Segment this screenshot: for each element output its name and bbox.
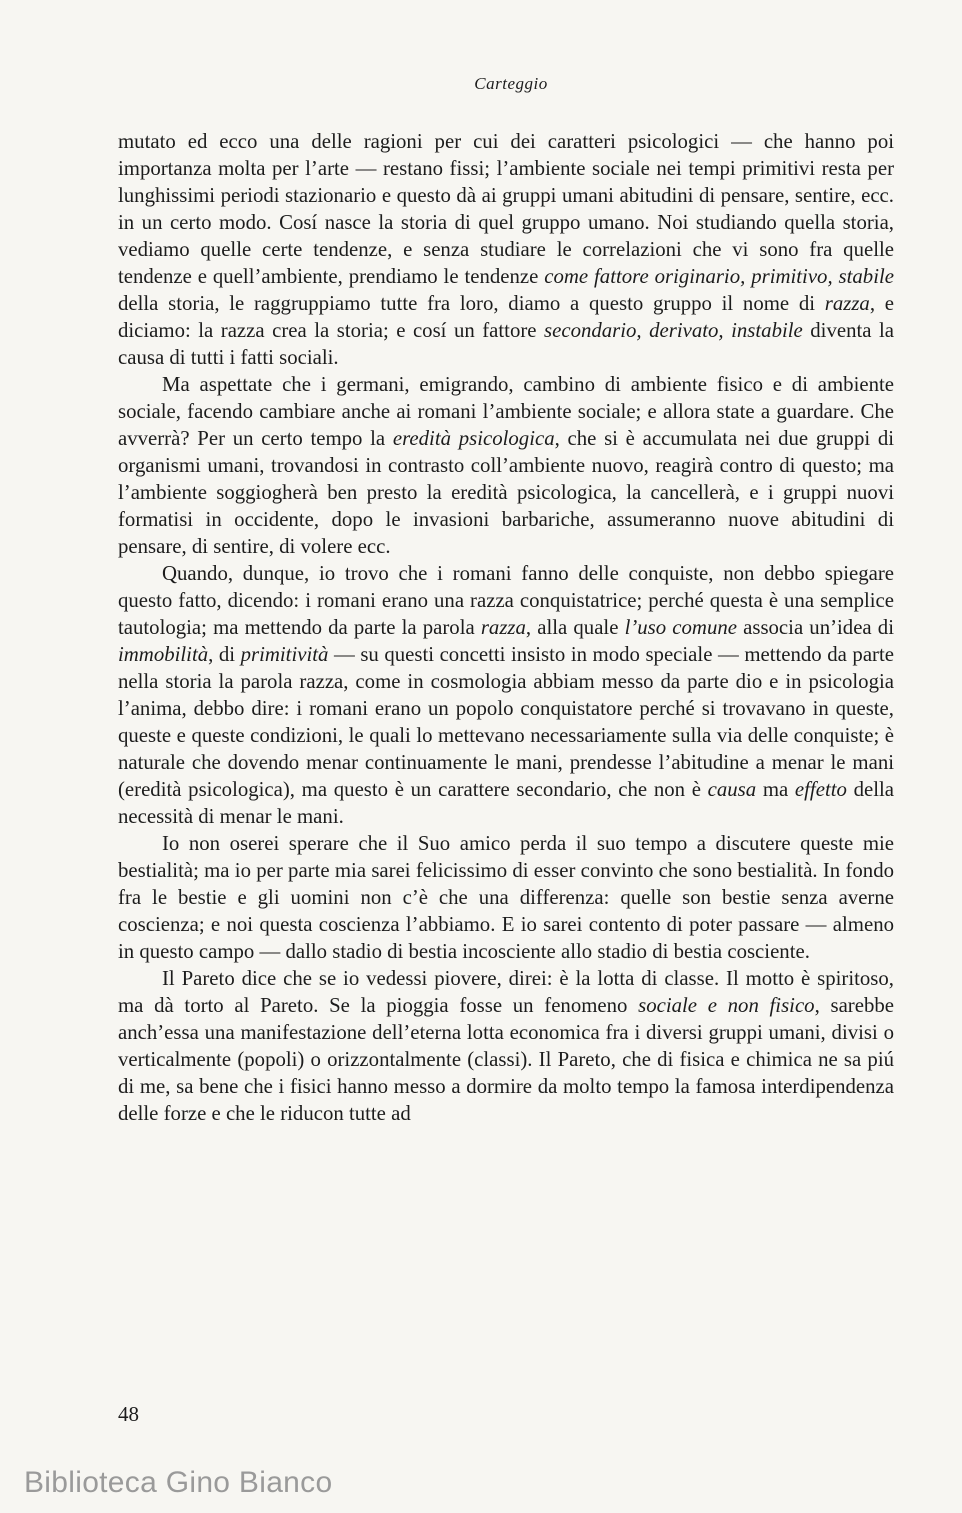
text-run: Il Pareto dice che se io vedessi piovere, direi: è la lotta di classe. Il motto è spiritoso, ma dà torto al Pareto. Se la pioggia fosse un fenomeno <box>118 967 894 1017</box>
running-header: Carteggio <box>474 74 548 93</box>
text-run: mutato ed ecco una delle ragioni per cui dei caratteri psicologici — che hanno poi importanza molta per l’arte — restano fissi; l’ambiente sociale nei tempi primitivi resta per lunghissimi periodi stazionario e questo dà ai gruppi umani abitudini di pensare, sentire, ecc. in un certo modo. Cosí nasce la storia di quel gruppo umano. Noi studiando quella storia, vediamo quelle certe tendenze, e senza studiare le correlazioni che vi sono fra quelle tendenze e quell’ambiente, prendiamo le tendenze <box>118 130 894 288</box>
italic-phrase: causa <box>707 778 757 801</box>
text-run: , alla quale <box>525 616 625 639</box>
text-run: , che si è accumulata nei due gruppi di organismi umani, trovandosi in contrasto coll’ambiente nuovo, reagirà contro di questo; ma l’ambiente soggiogherà ben presto la eredità psicologica, la cancellerà, e i gruppi nuovi formatisi in occidente, dopo le invasioni barbariche, assumeranno nuove abitudini di pensare, di sentire, di volere ecc. <box>118 427 894 558</box>
italic-phrase: come fattore originario, primitivo, stabile <box>544 265 894 288</box>
paragraph-1 <box>118 128 894 371</box>
italic-phrase: primitività <box>240 643 329 666</box>
italic-phrase: effetto <box>794 778 847 801</box>
library-watermark: Biblioteca Gino Bianco <box>24 1466 333 1499</box>
text-run: , di <box>208 643 241 666</box>
paragraph-3 <box>118 560 894 830</box>
paragraph-4 <box>118 830 894 965</box>
italic-phrase: razza <box>824 292 870 315</box>
letter-body <box>118 128 894 1127</box>
text-run: , sarebbe anch’essa una manifestazione dell’eterna lotta economica fra i diversi gruppi umani, divisi o verticalmente (popoli) o orizzontalmente (classi). Il Pareto, che di fisica e chimica ne sa piú di me, sa bene che i fisici hanno messo a dormire da molto tempo la famosa interdipendenza delle forze e che le riducon tutte ad <box>118 994 894 1125</box>
text-run: Io non oserei sperare che il Suo amico perda il suo tempo a discutere queste mie bestialità; ma io per parte mia sarei felicissimo di esser convinto che sono bestialità. In fondo fra le bestie e gli uomini non c’è che una differenza: quelle son bestie senza averne coscienza; e noi questa coscienza l’abbiamo. E io sarei contento di poter passare — almeno in questo campo — dallo stadio di bestia incosciente allo stadio di bestia cosciente. <box>118 832 894 963</box>
italic-phrase: l’uso comune <box>624 616 737 639</box>
text-run: — su questi concetti insisto in modo speciale — mettendo da parte nella storia la parola razza, come in cosmologia abbiam messo da parte dio e in psicologia l’anima, debbo dire: i romani erano un popolo conquistatore perché si trovavano in queste, queste e queste condizioni, le quali lo mettevano necessariamente sulla via delle conquiste; è naturale che dovendo menar continuamente le mani, prendesse l’abitudine a menar le mani (eredità psicologica), ma questo è un carattere secondario, che non è <box>118 643 894 801</box>
paragraph-2 <box>118 371 894 560</box>
italic-phrase: eredità psicologica <box>392 427 555 450</box>
text-run: ma <box>756 778 795 801</box>
italic-phrase: razza <box>480 616 526 639</box>
text-run: , e diciamo: la razza crea la storia; e cosí un fattore <box>118 292 894 342</box>
text-run: associa un’idea di <box>736 616 894 639</box>
italic-phrase: secondario, derivato, instabile <box>544 319 803 342</box>
text-run: diventa la causa di tutti i fatti sociali. <box>118 319 894 369</box>
paragraph-5 <box>118 965 894 1127</box>
italic-phrase: immobilità <box>118 643 209 666</box>
text-run: Quando, dunque, io trovo che i romani fanno delle conquiste, non debbo spiegare questo fatto, dicendo: i romani erano una razza conquistatrice; perché questa è una semplice tautologia; ma mettendo da parte la parola <box>118 562 894 639</box>
text-run: Ma aspettate che i germani, emigrando, cambino di ambiente fisico e di ambiente sociale, facendo cambiare anche ai romani l’ambiente sociale; e allora state a guardare. Che avverrà? Per un certo tempo la <box>118 373 894 450</box>
text-run: della necessità di menar le mani. <box>118 778 894 828</box>
page-number: 48 <box>118 1402 139 1426</box>
italic-phrase: sociale e non fisico <box>638 994 815 1017</box>
text-run: della storia, le raggruppiamo tutte fra loro, diamo a questo gruppo il nome di <box>118 292 825 315</box>
